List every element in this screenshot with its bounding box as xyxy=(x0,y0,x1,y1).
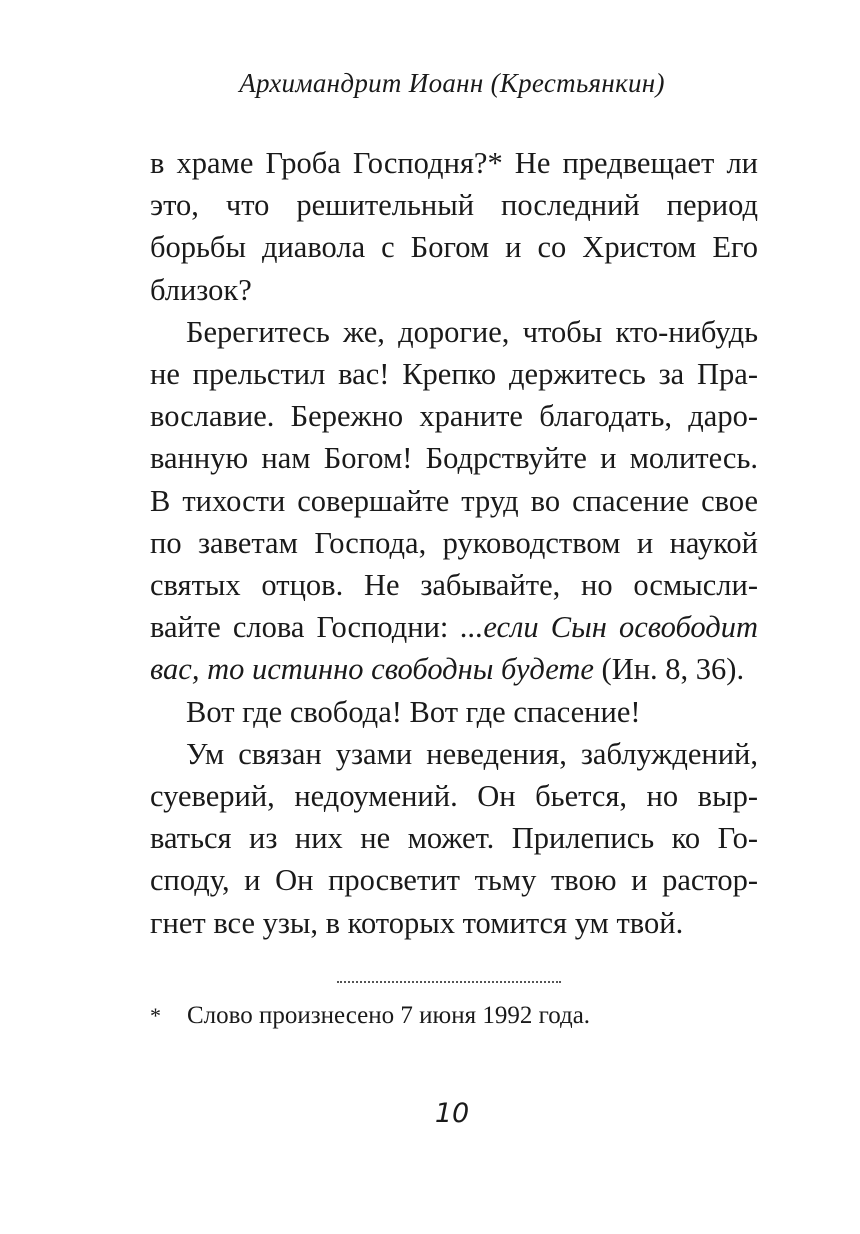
running-head: Архимандрит Иоанн (Крестьянкин) xyxy=(239,68,665,98)
paragraph-start-line: Берегитесь же, дорогие, чтобы кто-нибудь xyxy=(186,314,758,349)
paragraph-start-line: Ум связан узами неведения, заблуждений, xyxy=(186,736,758,771)
footnote-divider xyxy=(337,981,561,983)
text-line: близок? xyxy=(150,272,252,307)
text-line: не прельстил вас! Крепко держитесь за Пра- xyxy=(150,357,758,392)
text-line: В тихости совершайте труд во спасение свое xyxy=(150,483,758,518)
page-number: 10 xyxy=(434,1098,470,1129)
scripture-quote: вас, то истинно свободны будете xyxy=(150,652,594,687)
text-line: ванную нам Богом! Бодрствуйте и молитесь. xyxy=(150,441,758,476)
body-text xyxy=(150,142,758,944)
footnote-text: Слово произнесено 7 июня 1992 года. xyxy=(187,1002,591,1029)
text-line: суеверий, недоумений. Он бьется, но выр- xyxy=(150,779,758,814)
text-segment: вайте слова Господни: xyxy=(150,610,461,645)
text-line: споду, и Он просветит тьму твою и растор- xyxy=(150,863,758,898)
text-line: борьбы диавола с Богом и со Христом Его xyxy=(150,230,758,265)
text-line: по заветам Господа, руководством и наукой xyxy=(150,525,758,560)
text-line: в храме Гроба Господня?* Не предвещает ли xyxy=(150,146,758,180)
text-line: это, что решительный последний период xyxy=(150,188,758,223)
scripture-reference: (Ин. 8, 36). xyxy=(593,652,745,687)
paragraph-start-line: Вот где свобода! Вот где спасение! xyxy=(186,694,641,729)
text-line xyxy=(150,648,758,690)
footnote-marker: * xyxy=(150,1003,161,1028)
text-line: гнет все узы, в которых томится ум твой. xyxy=(150,905,684,940)
text-line: ваться из них не может. Прилепись ко Го- xyxy=(150,821,758,856)
text-line: вославие. Бережно храните благодать, даро- xyxy=(150,399,758,434)
footnote xyxy=(150,1002,590,1030)
text-line: святых отцов. Не забывайте, но осмысли- xyxy=(150,568,758,603)
text-line xyxy=(150,606,758,648)
scripture-quote: ...если Сын освободит xyxy=(460,610,758,645)
